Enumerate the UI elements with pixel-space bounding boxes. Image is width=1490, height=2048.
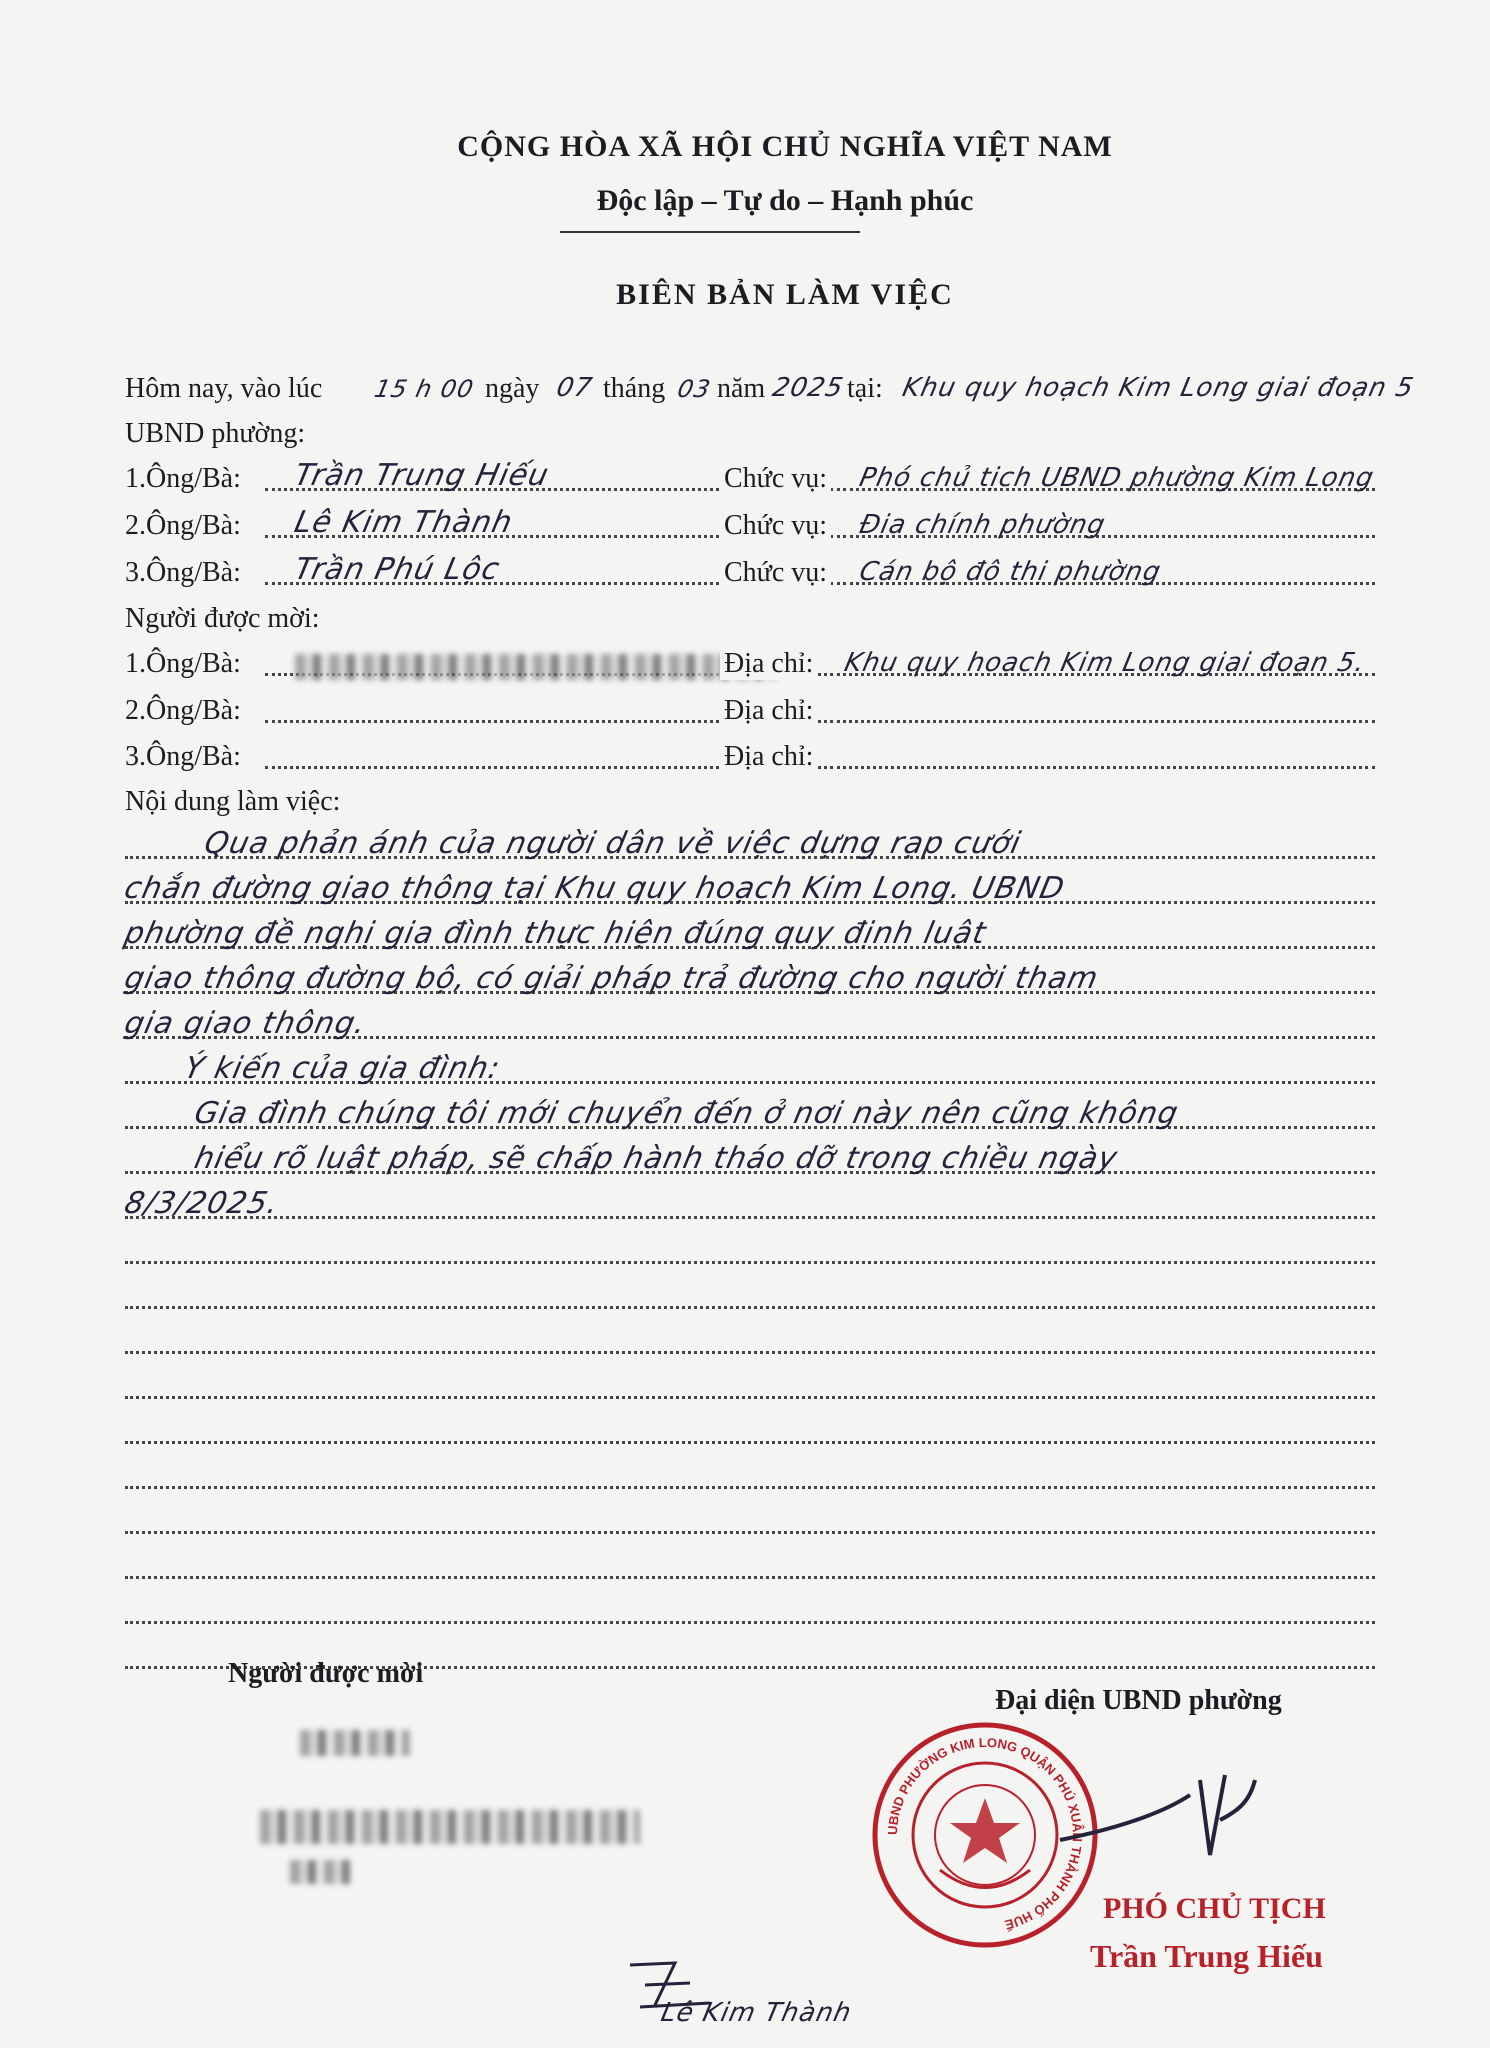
blank-line <box>125 1228 1375 1272</box>
signature-scribble-icon <box>1050 1760 1270 1870</box>
member-label: 1.Ông/Bà: <box>125 463 241 494</box>
content-text: Qua phản ánh của người dân về việc dựng rạp cưới <box>201 826 1025 861</box>
member-role: Phó chủ tịch UBND phường Kim Long <box>856 463 1377 493</box>
signer-name: Trần Trung Hiếu <box>1090 1938 1323 1974</box>
blank-line <box>125 1588 1375 1632</box>
address-label: Địa chỉ: <box>720 695 817 727</box>
member-role: Địa chính phường <box>856 510 1109 540</box>
content-line <box>121 868 1375 912</box>
document-title: BIÊN BẢN LÀM VIỆC <box>616 278 954 311</box>
content-line <box>125 1093 1375 1137</box>
blank-line <box>125 1318 1375 1362</box>
content-line <box>121 1183 1375 1227</box>
motto-heading: Độc lập – Tự do – Hạnh phúc <box>596 184 974 217</box>
content-line <box>125 1138 1375 1182</box>
member-name: Trần Phú Lộc <box>291 552 504 587</box>
invited-member-1 <box>125 640 1375 684</box>
ubnd-member-2 <box>125 502 1375 546</box>
bottom-left-signature: Lê Kim Thành <box>658 1998 855 2028</box>
signer-position: PHÓ CHỦ TỊCH <box>1103 1892 1326 1925</box>
role-label: Chức vụ: <box>720 463 831 495</box>
role-label: Chức vụ: <box>720 510 831 542</box>
invited-member-3 <box>125 733 1375 777</box>
intro-place-label: tại: <box>847 373 883 404</box>
intro-month-label: tháng <box>603 373 666 404</box>
blank-line <box>125 1273 1375 1317</box>
stamp-ring-text: UBND PHƯỜNG KIM LONG QUẬN PHÚ XUÂN THÀNH PHỐ HUẾ <box>884 1734 1086 1933</box>
address-label: Địa chỉ: <box>720 741 817 773</box>
content-text: chắn đường giao thông tại Khu quy hoạch Kim Long. UBND <box>121 871 1068 906</box>
motto-underline <box>560 231 860 233</box>
blank-line <box>125 1453 1375 1497</box>
invited-line <box>125 595 1375 639</box>
member-label: 3.Ông/Bà: <box>125 741 241 772</box>
ubnd-signature-label: Đại diện UBND phường <box>995 1685 1282 1716</box>
content-line <box>121 913 1375 957</box>
invited-member-2 <box>125 687 1375 731</box>
member-label: 1.Ông/Bà: <box>125 648 241 679</box>
content-label: Nội dung làm việc: <box>125 786 341 817</box>
invited-label: Người được mời: <box>125 603 320 634</box>
nation-heading: CỘNG HÒA XÃ HỘI CHỦ NGHĨA VIỆT NAM <box>457 130 1113 163</box>
content-line <box>125 1048 1375 1092</box>
content-label-line <box>125 778 1375 822</box>
blank-line <box>125 1498 1375 1542</box>
intro-line <box>125 365 1417 409</box>
ubnd-line <box>125 410 1375 454</box>
intro-prefix: Hôm nay, vào lúc <box>125 373 323 404</box>
intro-year: 2025 <box>769 373 847 403</box>
invited-signature-label: Người được mời <box>228 1658 424 1689</box>
intro-year-label: năm <box>717 373 766 404</box>
member-label: 2.Ông/Bà: <box>125 695 241 726</box>
address-label: Địa chỉ: <box>720 648 817 680</box>
content-line <box>121 958 1375 1002</box>
member-label: 3.Ông/Bà: <box>125 557 241 588</box>
ubnd-label: UBND phường: <box>125 418 306 449</box>
ubnd-member-3 <box>125 549 1375 593</box>
member-name: Lê Kim Thành <box>291 505 516 540</box>
content-line <box>121 1003 1375 1047</box>
intro-month: 03 <box>675 375 714 403</box>
content-text: hiểu rõ luật pháp, sẽ chấp hành tháo dỡ trong chiều ngày <box>191 1141 1122 1176</box>
content-text: Ý kiến của gia đình: <box>181 1051 504 1086</box>
content-text: 8/3/2025. <box>121 1186 283 1221</box>
blank-line <box>125 1408 1375 1452</box>
content-line <box>125 823 1375 867</box>
content-text: phường đề nghị gia đình thực hiện đúng quy định luật <box>121 916 990 951</box>
intro-day: 07 <box>553 373 596 403</box>
content-text: gia giao thông. <box>121 1006 370 1041</box>
member-name: Trần Trung Hiếu <box>291 458 553 493</box>
redacted-signature <box>300 1730 410 1756</box>
content-text: giao thông đường bộ, có giải pháp trả đường cho người tham <box>121 961 1102 996</box>
intro-day-label: ngày <box>485 373 540 404</box>
blank-line <box>125 1543 1375 1587</box>
intro-time: 15 h 00 <box>372 375 477 403</box>
member-address: Khu quy hoạch Kim Long giai đoạn 5. <box>841 648 1369 678</box>
redacted-name <box>295 654 775 680</box>
redacted-signer-name <box>260 1810 640 1844</box>
ubnd-member-1 <box>125 455 1375 499</box>
member-label: 2.Ông/Bà: <box>125 510 241 541</box>
role-label: Chức vụ: <box>720 557 831 589</box>
member-role: Cán bộ đô thị phường <box>856 557 1164 587</box>
content-text: Gia đình chúng tôi mới chuyển đến ở nơi này nên cũng không <box>191 1096 1182 1131</box>
blank-line <box>125 1363 1375 1407</box>
redacted-mark <box>290 1860 350 1884</box>
intro-place: Khu quy hoạch Kim Long giai đoạn 5 <box>899 373 1417 403</box>
